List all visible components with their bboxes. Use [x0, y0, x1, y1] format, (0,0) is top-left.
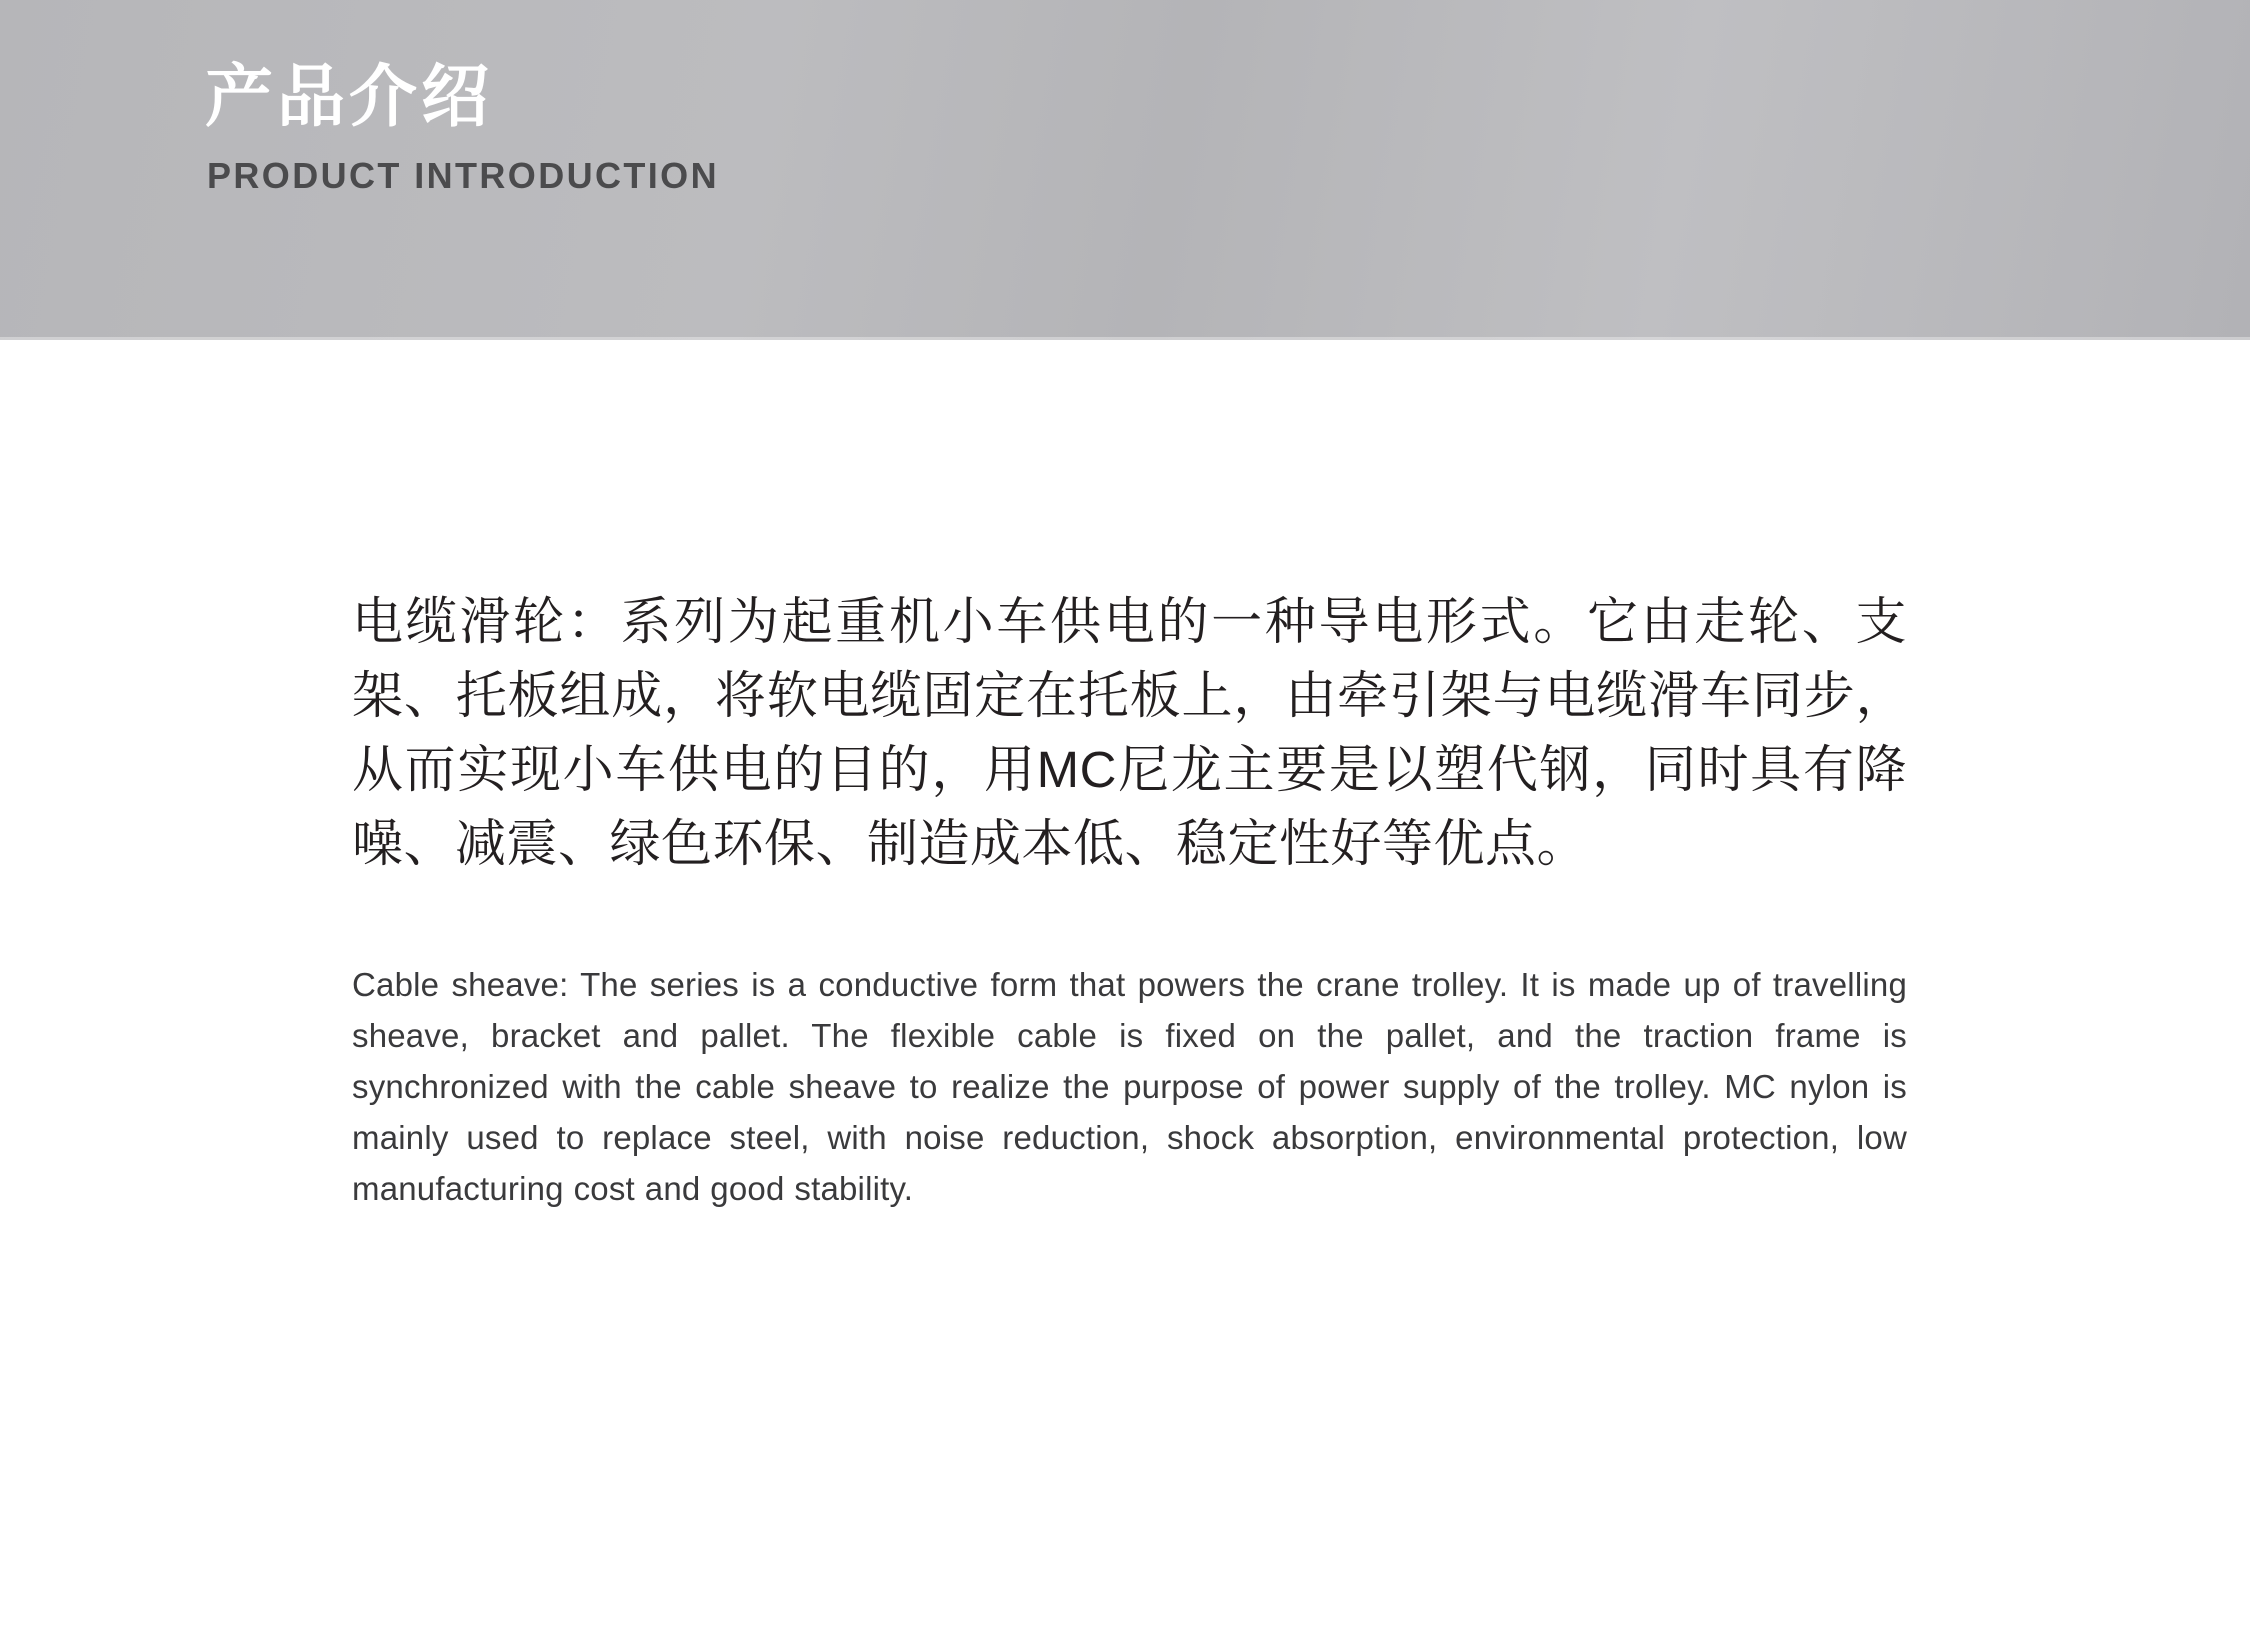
- product-introduction-content: [352, 585, 1907, 1214]
- page-header-band: [0, 0, 2250, 340]
- page-title-chinese: 产品介绍: [205, 59, 494, 135]
- header-titles: [205, 59, 719, 197]
- product-description-english: Cable sheave: The series is a conductive form that powers the crane trolley. It is made up of travelling sheave, bracket and pallet. The flexible cable is fixed on the pallet, and the traction frame is synchronized with the cable sheave to realize the purpose of power supply of the trolley. MC nylon is mainly used to replace steel, with noise reduction, shock absorption, environmental protection, low manufacturing cost and good stability.: [352, 965, 1907, 1208]
- product-description-chinese: 电缆滑轮：系列为起重机小车供电的一种导电形式。它由走轮、支架、托板组成，将软电缆固定在托板上，由牵引架与电缆滑车同步，从而实现小车供电的目的，用MC尼龙主要是以塑代钢，同时具有降噪、减震、绿色环保、制造成本低、稳定性好等优点。: [352, 593, 1907, 872]
- page-title-english: PRODUCT INTRODUCTION: [207, 155, 719, 197]
